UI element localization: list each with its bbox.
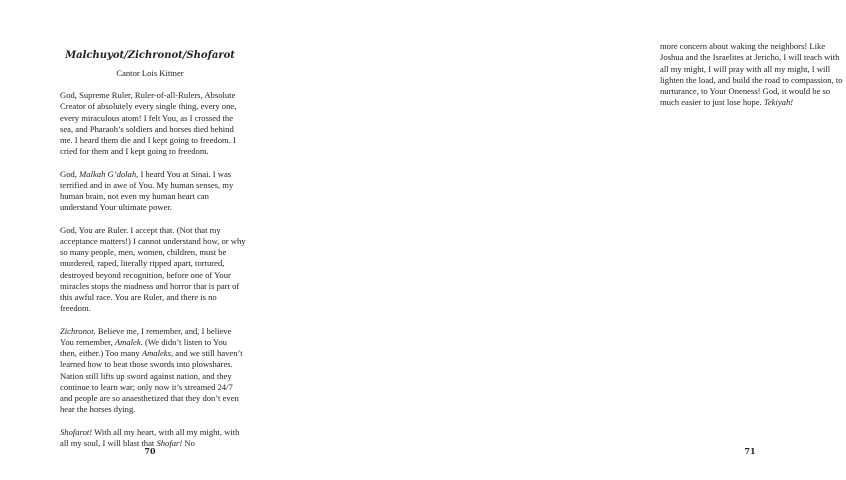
paragraph-text: , and we still haven’t learned how to beat those swords into plowshares. Nation still lifts up sword against nation, and they continue to learn war; only now it’s streamed 24/7 and people are so anaesthetized that they don’t even hear the horses dying. xyxy=(60,348,243,415)
paragraph-text: . Believe me, I remember, and, I believe You remember, xyxy=(60,325,232,347)
italic-text: Shofarot! xyxy=(60,426,93,437)
body-paragraph xyxy=(660,41,846,109)
body-paragraph xyxy=(60,326,246,416)
italic-text: Malkah G’dolah xyxy=(79,168,137,179)
right-page-body xyxy=(660,41,846,109)
italic-text: Amaleks xyxy=(141,348,171,358)
body-paragraph xyxy=(60,169,246,214)
left-page xyxy=(0,0,300,480)
page-number-right: 71 xyxy=(744,446,756,456)
right-page xyxy=(300,0,843,480)
italic-text: Shofar! xyxy=(156,437,183,448)
paragraph-text: No xyxy=(182,437,195,448)
italic-text: Amalek xyxy=(114,336,141,347)
page-number-left: 70 xyxy=(144,446,156,456)
italic-text: Tekiyah! xyxy=(763,97,794,108)
paragraph-text: God, Supreme Ruler, Ruler-of-all-Rulers, Absolute Creator of absolutely every single thing, every one, every miraculous atom! I felt You, as I crossed the sea, and Pharaoh’s soldiers and horses died behind me. I heard them die and I kept going to freedom. I cried for them and I kept going to freedom. xyxy=(60,90,237,157)
paragraph-text: , I heard You at Sinai. I was terrified and in awe of You. My human senses, my human brain, not even my human heart can understand Your ultimate power. xyxy=(60,168,234,213)
body-paragraph xyxy=(60,90,246,158)
paragraph-text: God, You are Ruler. I accept that. (Not that my acceptance matters!) I cannot understand how, or why so many people, men, women, children, must be murdered, raped, literally ripped apart, tortured, destroyed beyond recognition, before one of Your miracles stops the madness and horror that is part of this awful race. You are Ruler, and there is no freedom. xyxy=(60,224,246,314)
body-paragraph xyxy=(60,225,246,315)
page-title: Malchuyot/Zichronot/Shofarot xyxy=(65,50,235,61)
paragraph-text: more concern about waking the neighbors! Like Joshua and the Israelites at Jericho, I will teach with all my might, I will pray with all my might, I will lighten the load, and build the road to compassion, to nurturance, to Your Oneness! God, it would be so much easier to just lose hope. xyxy=(660,41,843,108)
author-name: Cantor Lois Kittner xyxy=(116,68,184,78)
paragraph-text: With all my heart, with all my might, with all my soul, I will blast that xyxy=(60,426,240,448)
italic-text: Zichronot xyxy=(60,325,94,336)
paragraph-text: God, xyxy=(60,168,80,179)
left-page-body xyxy=(60,90,246,449)
paragraph-text: . (We didn’t listen to You then, either.) Too many xyxy=(60,336,227,358)
